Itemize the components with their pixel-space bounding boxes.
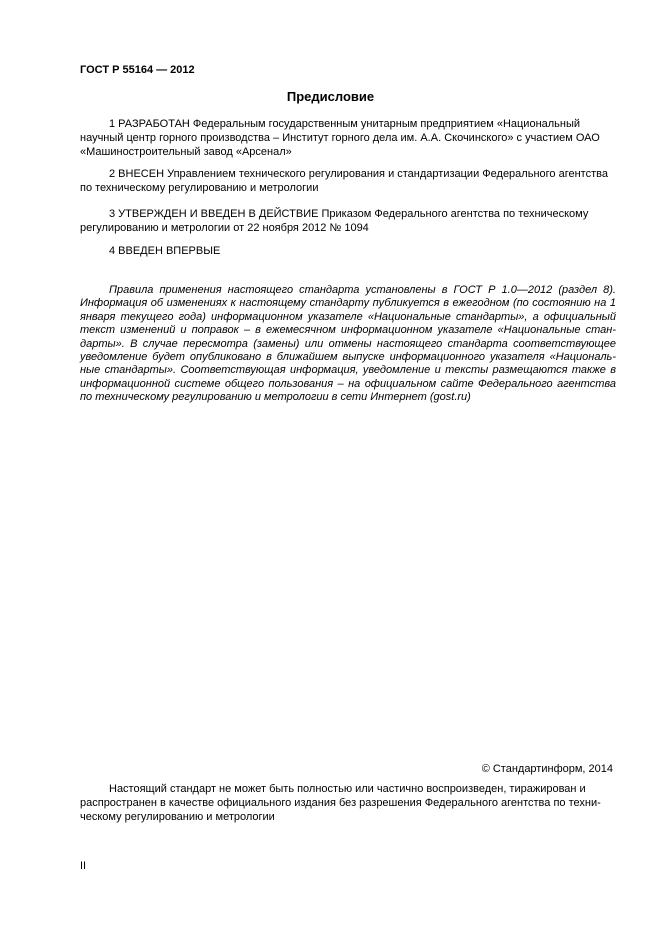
reprint-restriction-notice: Настоящий стандарт не может быть полностью или частично воспроизведен, тиражирован и распространен в качестве официального издания без разрешения Федерального агентства по техническому регулированию и метрологии xyxy=(80,783,601,823)
page-number: II xyxy=(80,860,87,872)
page-title: Предисловие xyxy=(286,89,375,104)
preface-item-introduced: 4 ВВЕДЕН ВПЕРВЫЕ xyxy=(109,245,221,257)
application-rules-notice: Правила применения настоящего стандарта установлены в ГОСТ Р 1.0—2012 (раздел 8). Информация об изменениях к настоящему стандарту публикуется в ежегодном (по состоянию на 1 января текущего года) информационном указателе «Национальные стандарты», а официальный текст изменений и поправок – в ежемесячном информационном указателе «Национальные стандарты». В случае пересмотра (замены) или отмены настоящего стандарта соответствующее уведомление будет опубликовано в ближайшем выпуске информационного указателя «Национальные стандарты». Соответствующая информация, уведомление и тексты размещаются также в информационной системе общего пользования – на официальном сайте Федерального агентства по техническому регулированию и метрологии в сети Интернет (gost.ru) xyxy=(80,284,616,404)
copyright-line: © Стандартинформ, 2014 xyxy=(481,763,613,775)
document-code: ГОСТ Р 55164 — 2012 xyxy=(80,64,195,76)
preface-item-submitted: 2 ВНЕСЕН Управлением технического регулирования и стандартизации Федерального агентства по техническому регулированию и метрологии xyxy=(80,168,608,194)
preface-item-developed: 1 РАЗРАБОТАН Федеральным государственным унитарным предприятием «Национальный научный центр горного производства – Институт горного дела им. А.А. Скочинского» с участием ОАО «Машиностроительный завод «Арсенал» xyxy=(80,118,600,158)
preface-item-approved: 3 УТВЕРЖДЕН И ВВЕДЕН В ДЕЙСТВИЕ Приказом Федерального агентства по техническому регулированию и метрологии от 22 ноября 2012 № 1094 xyxy=(80,208,589,234)
